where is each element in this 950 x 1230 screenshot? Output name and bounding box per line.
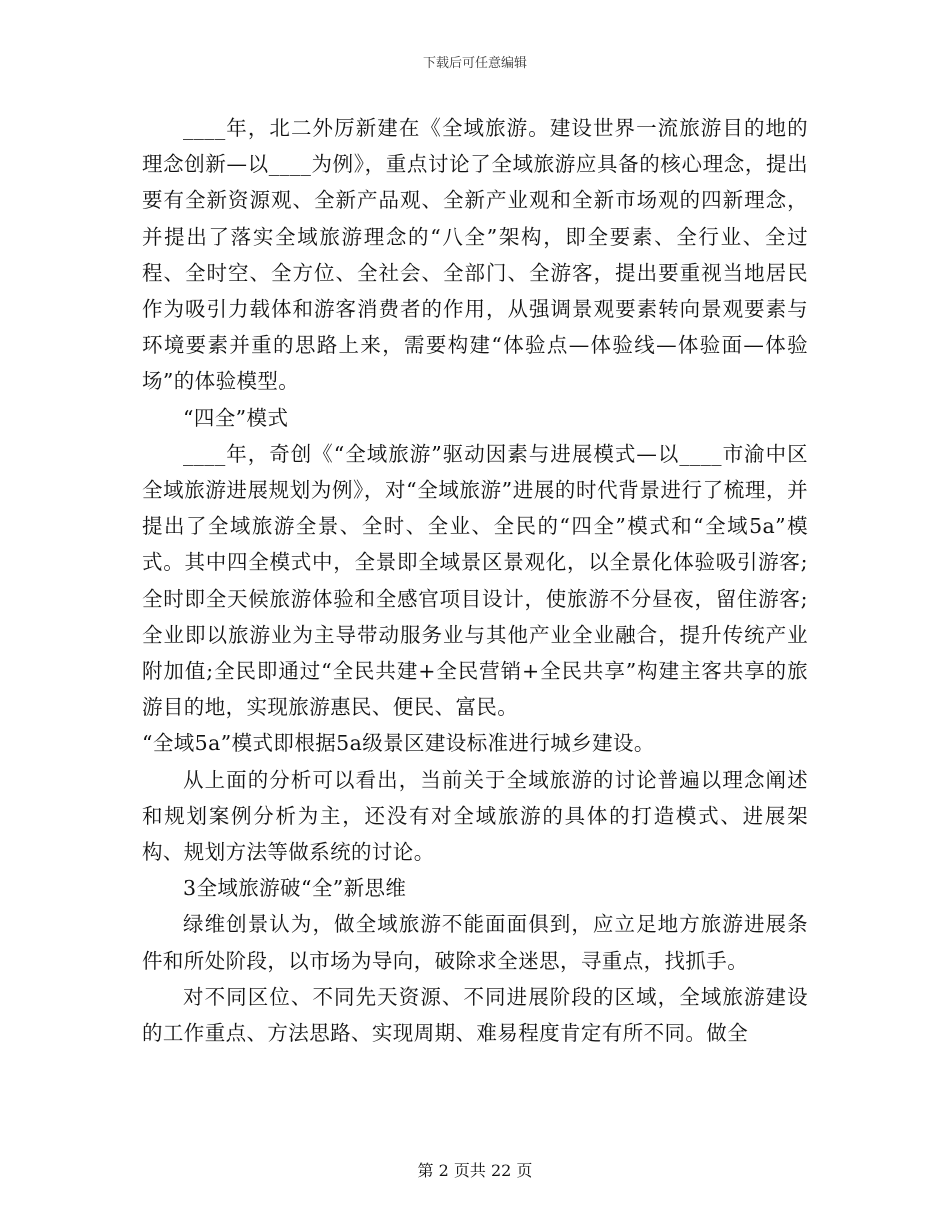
paragraph-quanyu-theory: ____年，北二外厉新建在《全域旅游。建设世界一流旅游目的地的理念创新—以____为例》，重点讨论了全域旅游应具备的核心理念，提出要有全新资源观、全新产品观、全新产业观和全新市场观的四新理念，并提出了落实全域旅游理念的“八全”架构，即全要素、全行业、全过程、全时空、全方位、全社会、全部门、全游客，提出要重视当地居民作为吸引力载体和游客消费者的作用，从强调景观要素转向景观要素与环境要素并重的思路上来，需要构建“体验点—体验线—体验面—体验场”的体验模型。 [142, 116, 808, 394]
page-header: 下载后可任意编辑 [422, 56, 527, 71]
paragraph-lvwei-view: 绿维创景认为，做全域旅游不能面面俱到，应立足地方旅游进展条件和所处阶段，以市场为导向，破除求全迷思，寻重点，找抓手。 [142, 912, 808, 973]
page-number: 第 2 页共 22 页 [417, 1161, 533, 1180]
document-body [142, 110, 808, 1051]
section-heading-sique-mode: “四全”模式 [183, 405, 289, 430]
section-heading-new-thinking: 3全域旅游破“全”新思维 [183, 876, 407, 901]
paragraph-analysis-summary: 从上面的分析可以看出，当前关于全域旅游的讨论普遍以理念阐述和规划案例分析为主，还没有对全域旅游的具体的打造模式、进展架构、规划方法等做系统的讨论。 [142, 767, 808, 865]
paragraph-qichuang-model: ____年，奇创《“全域旅游”驱动因素与进展模式—以____市渝中区全域旅游进展规划为例》，对“全域旅游”进展的时代背景进行了梳理，并提出了全域旅游全景、全时、全业、全民的“四全”模式和“全域5a”模式。其中四全模式中，全景即全域景区景观化，以全景化体验吸引游客;全时即全天候旅游体验和全感官项目设计，使旅游不分昼夜，留住游客;全业即以旅游业为主导带动服务业与其他产业全业融合，提升传统产业附加值;全民即通过“全民共建+全民营销+全民共享”构建主客共享的旅游目的地，实现旅游惠民、便民、富民。 [142, 441, 808, 720]
paragraph-regional-differences: 对不同区位、不同先天资源、不同进展阶段的区域，全域旅游建设的工作重点、方法思路、实现周期、难易程度肯定有所不同。做全 [142, 984, 808, 1046]
paragraph-5a-mode: “全域5a”模式即根据5a级景区建设标准进行城乡建设。 [142, 731, 655, 756]
